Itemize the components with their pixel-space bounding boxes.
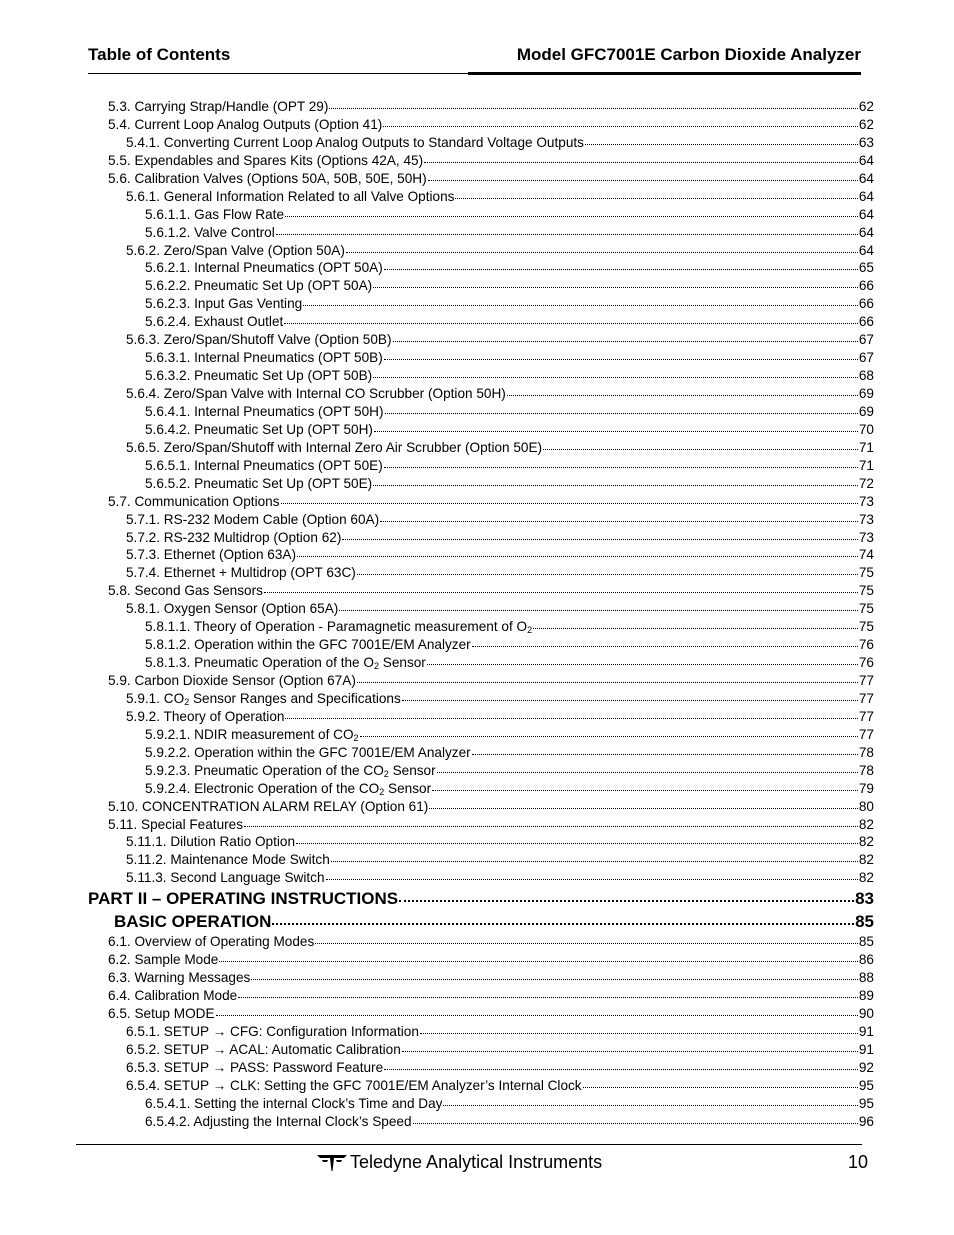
toc-entry[interactable] [88, 1059, 874, 1077]
teledyne-logo-icon [316, 1152, 348, 1172]
toc-entry[interactable] [88, 618, 874, 636]
toc-dot-leader [329, 108, 858, 109]
toc-entry-label: 5.8.1.1. Theory of Operation - Paramagnetic measurement of $O_2$ [145, 619, 533, 636]
toc-dot-leader [427, 664, 858, 665]
toc-dot-leader [272, 923, 854, 925]
toc-page-number: 64 [858, 170, 874, 186]
toc-entry-label: 5.3. Carrying Strap/Handle (OPT 29) [108, 99, 329, 114]
toc-page-number: 69 [858, 386, 874, 401]
toc-entry-label: 5.7.1. RS-232 Modem Cable (Option 60A) [126, 511, 380, 527]
toc-entry-label: 5.9.2.4. Electronic Operation of the $CO_2$ Sensor [145, 780, 432, 797]
toc-dot-leader [420, 1033, 858, 1034]
toc-entry[interactable] [88, 421, 874, 439]
toc-dot-leader [216, 1015, 858, 1016]
toc-entry-label: BASIC OPERATION [114, 912, 272, 932]
toc-page-number: 66 [858, 314, 874, 330]
toc-page-number: 67 [858, 332, 874, 348]
toc-dot-leader [331, 861, 858, 862]
toc-entry-label: 5.9. Carbon Dioxide Sensor (Option 67A) [108, 673, 356, 688]
toc-entry[interactable] [88, 951, 874, 969]
toc-entry-label: 5.7.2. RS-232 Multidrop (Option 62) [126, 529, 342, 545]
toc-dot-leader [342, 539, 858, 540]
toc-entry[interactable] [88, 349, 874, 367]
toc-entry[interactable] [88, 403, 874, 421]
toc-entry-label: 6.3. Warning Messages [108, 970, 251, 986]
toc-dot-leader [357, 682, 858, 683]
toc-dot-leader [424, 162, 858, 163]
toc-entry-label: 5.9.2.3. Pneumatic Operation of the $CO_2$ Sensor [145, 762, 436, 779]
toc-page-number: 82 [858, 834, 874, 850]
toc-page-number: 86 [858, 952, 874, 968]
toc-entry[interactable] [88, 259, 874, 277]
toc-entry-label: 5.8.1.3. Pneumatic Operation of the $O_2$ Sensor [145, 655, 426, 672]
toc-entry-label: 6.4. Calibration Mode [108, 988, 238, 1004]
toc-entry[interactable] [88, 600, 874, 618]
toc-dot-leader [315, 943, 858, 944]
toc-entry[interactable] [88, 1113, 874, 1131]
toc-entry[interactable] [88, 933, 874, 951]
toc-entry[interactable] [88, 367, 874, 385]
toc-dot-leader [443, 1105, 857, 1106]
toc-entry-label: 5.4.1. Converting Current Loop Analog Outputs to Standard Voltage Outputs [126, 134, 584, 150]
toc-dot-leader [428, 180, 858, 181]
toc-entry-label: 6.5. Setup MODE [108, 1006, 215, 1021]
toc-dot-leader [413, 1123, 858, 1124]
toc-dot-leader [326, 879, 858, 880]
toc-page-number: 76 [858, 655, 874, 671]
toc-entry[interactable] [88, 511, 874, 529]
toc-entry-label: 5.11.1. Dilution Ratio Option [126, 834, 296, 850]
toc-entry-label: 5.6.2.4. Exhaust Outlet [145, 314, 284, 330]
toc-dot-leader [472, 754, 858, 755]
toc-entry[interactable] [88, 546, 874, 564]
toc-page-number: 73 [858, 511, 874, 527]
toc-dot-leader [399, 900, 854, 902]
toc-page-number: 78 [858, 744, 874, 760]
toc-entry-label: 5.6.5.2. Pneumatic Set Up (OPT 50E) [145, 475, 373, 491]
toc-entry[interactable] [88, 654, 874, 672]
toc-part-heading[interactable] [88, 887, 874, 910]
toc-entry[interactable] [88, 1095, 874, 1113]
toc-dot-leader [297, 556, 858, 557]
page-header [88, 44, 861, 66]
toc-dot-leader [284, 323, 858, 324]
page-footer [316, 1150, 602, 1174]
toc-entry-label: 5.5. Expendables and Spares Kits (Options 42A, 45) [108, 152, 424, 168]
toc-entry[interactable] [88, 385, 874, 403]
toc-dot-leader [384, 359, 858, 360]
toc-dot-leader [437, 772, 858, 773]
toc-entry-label: 6.5.3. SETUP → PASS: Password Feature [126, 1059, 384, 1075]
toc-entry-label: 5.4. Current Loop Analog Outputs (Option 41) [108, 116, 383, 132]
toc-page-number: 62 [858, 99, 874, 114]
toc-page-number: 75 [858, 601, 874, 617]
toc-page-number: 68 [858, 368, 874, 384]
toc-dot-leader [543, 449, 858, 450]
toc-entry-label: 6.1. Overview of Operating Modes [108, 934, 315, 950]
header-section-title: Table of Contents [88, 45, 231, 64]
page-number: 10 [847, 1152, 868, 1172]
toc-entry[interactable] [88, 152, 874, 170]
toc-dot-leader [357, 574, 858, 575]
toc-entry[interactable] [88, 170, 874, 188]
toc-entry[interactable] [88, 188, 874, 206]
toc-page-number: 71 [858, 439, 874, 455]
header-document-title: Model GFC7001E Carbon Dioxide Analyzer [516, 45, 861, 64]
toc-dot-leader [346, 252, 858, 253]
toc-entry-label: 5.6.1.1. Gas Flow Rate [145, 206, 285, 222]
toc-dot-leader [384, 467, 858, 468]
toc-page-number: 95 [858, 1077, 874, 1093]
toc-dot-leader [384, 1069, 858, 1070]
toc-dot-leader [472, 646, 858, 647]
toc-entry-label: 5.6. Calibration Valves (Options 50A, 50B, 50E, 50H) [108, 170, 427, 186]
toc-entry-label: 5.6.4.2. Pneumatic Set Up (OPT 50H) [145, 421, 373, 437]
toc-entry[interactable] [88, 1023, 874, 1041]
table-of-contents [88, 98, 874, 1131]
toc-page-number: 80 [858, 798, 874, 814]
toc-page-number: 74 [858, 547, 874, 563]
toc-entry[interactable] [88, 816, 874, 834]
toc-page-number: 91 [858, 1041, 874, 1057]
toc-entry[interactable] [88, 708, 874, 726]
toc-entry[interactable] [88, 224, 874, 242]
toc-page-number: 95 [858, 1095, 874, 1111]
toc-entry-label: 5.11. Special Features [108, 816, 244, 832]
toc-entry-label: 6.5.2. SETUP → ACAL: Automatic Calibration [126, 1041, 401, 1057]
toc-page-number: 82 [858, 852, 874, 868]
toc-dot-leader [303, 305, 858, 306]
toc-entry[interactable] [88, 762, 874, 780]
toc-page-number: 89 [858, 988, 874, 1004]
toc-page-number: 88 [858, 970, 874, 986]
toc-entry[interactable] [88, 1005, 874, 1023]
toc-dot-leader [244, 826, 858, 827]
toc-dot-leader [264, 592, 858, 593]
toc-entry-label: 6.2. Sample Mode [108, 952, 219, 968]
toc-entry[interactable] [88, 475, 874, 493]
toc-entry-label: 5.6.4. Zero/Span Valve with Internal CO Scrubber (Option 50H) [126, 386, 506, 401]
toc-dot-leader [281, 503, 858, 504]
toc-dot-leader [385, 413, 858, 414]
toc-entry-label: 5.9.2. Theory of Operation [126, 708, 285, 724]
toc-entry[interactable] [88, 582, 874, 600]
toc-entry[interactable] [88, 851, 874, 869]
toc-page-number: 77 [858, 690, 874, 706]
toc-entry-label: 5.7. Communication Options [108, 493, 280, 509]
toc-page-number: 64 [858, 206, 874, 222]
toc-page-number: 90 [858, 1006, 874, 1021]
toc-entry[interactable] [88, 313, 874, 331]
toc-entry[interactable] [88, 295, 874, 313]
toc-dot-leader [384, 269, 858, 270]
toc-entry-label: 5.6.5. Zero/Span/Shutoff with Internal Zero Air Scrubber (Option 50E) [126, 439, 543, 455]
toc-dot-leader [374, 431, 858, 432]
toc-dot-leader [373, 287, 858, 288]
toc-entry-label: 5.6.2.1. Internal Pneumatics (OPT 50A) [145, 260, 383, 276]
toc-page-number: 85 [858, 934, 874, 950]
toc-entry[interactable] [88, 493, 874, 511]
toc-entry[interactable] [88, 457, 874, 475]
toc-dot-leader [285, 216, 858, 217]
toc-entry[interactable] [88, 564, 874, 582]
toc-dot-leader [373, 377, 858, 378]
toc-entry-label: 5.6.3. Zero/Span/Shutoff Valve (Option 50B) [126, 332, 392, 348]
toc-dot-leader [238, 997, 858, 998]
toc-page-number: 91 [858, 1023, 874, 1039]
toc-page-number: 66 [858, 296, 874, 312]
toc-entry[interactable] [88, 636, 874, 654]
toc-dot-leader [507, 395, 858, 396]
toc-dot-leader [339, 610, 858, 611]
toc-entry[interactable] [88, 690, 874, 708]
toc-page-number: 72 [858, 475, 874, 491]
toc-dot-leader [219, 961, 858, 962]
toc-entry-label: PART II – OPERATING INSTRUCTIONS [88, 889, 399, 909]
toc-entry-label: 6.5.4. SETUP → CLK: Setting the GFC 7001E/EM Analyzer’s Internal Clock [126, 1077, 582, 1093]
toc-page-number: 64 [858, 188, 874, 204]
toc-page-number: 64 [858, 224, 874, 240]
toc-entry-label: 5.7.3. Ethernet (Option 63A) [126, 547, 297, 563]
toc-entry[interactable] [88, 331, 874, 349]
toc-entry[interactable] [88, 833, 874, 851]
toc-entry-label: 5.9.1. $CO_2$ Sensor Ranges and Specifications [126, 690, 401, 707]
header-rule-thin [88, 73, 468, 74]
toc-dot-leader [393, 341, 858, 342]
toc-page-number: 79 [858, 780, 874, 796]
toc-page-number: 75 [858, 619, 874, 635]
toc-entry-label: 6.5.4.2. Adjusting the Internal Clock’s Speed [145, 1113, 412, 1129]
toc-entry-label: 5.7.4. Ethernet + Multidrop (OPT 63C) [126, 565, 356, 581]
toc-page-number: 65 [858, 260, 874, 276]
toc-dot-leader [380, 521, 858, 522]
toc-entry-label: 5.11.3. Second Language Switch [126, 870, 325, 886]
toc-dot-leader [402, 1051, 858, 1052]
toc-page-number: 64 [858, 242, 874, 258]
toc-dot-leader [360, 736, 858, 737]
toc-entry[interactable] [88, 672, 874, 690]
toc-dot-leader [429, 808, 858, 809]
toc-entry[interactable] [88, 277, 874, 295]
toc-entry[interactable] [88, 1077, 874, 1095]
toc-entry[interactable] [88, 1041, 874, 1059]
toc-entry-label: 5.8.1. Oxygen Sensor (Option 65A) [126, 601, 339, 617]
toc-dot-leader [432, 790, 858, 791]
toc-entry-label: 5.6.3.1. Internal Pneumatics (OPT 50B) [145, 350, 383, 366]
toc-page-number: 64 [858, 152, 874, 168]
toc-entry-label: 5.6.2.2. Pneumatic Set Up (OPT 50A) [145, 278, 373, 294]
toc-entry[interactable] [88, 969, 874, 987]
toc-dot-leader [585, 144, 858, 145]
toc-entry[interactable] [88, 134, 874, 152]
toc-page-number: 83 [855, 889, 874, 909]
toc-entry-label: 5.8. Second Gas Sensors [108, 583, 263, 599]
toc-page-number: 77 [858, 726, 874, 742]
toc-entry[interactable] [88, 98, 874, 116]
toc-entry-label: 5.9.2.2. Operation within the GFC 7001E/EM Analyzer [145, 744, 471, 760]
toc-entry-label: 5.9.2.1. NDIR measurement of $CO_2$ [145, 726, 359, 743]
toc-dot-leader [285, 718, 857, 719]
toc-entry[interactable] [88, 987, 874, 1005]
toc-page-number: 63 [858, 134, 874, 150]
toc-entry-label: 5.8.1.2. Operation within the GFC 7001E/EM Analyzer [145, 637, 471, 653]
toc-entry[interactable] [88, 726, 874, 744]
toc-page-number: 69 [858, 403, 874, 419]
toc-page-number: 71 [858, 457, 874, 473]
toc-dot-leader [455, 198, 857, 199]
footer-rule [76, 1144, 862, 1145]
toc-page-number: 67 [858, 350, 874, 366]
toc-dot-leader [402, 700, 858, 701]
toc-entry-label: 5.6.5.1. Internal Pneumatics (OPT 50E) [145, 457, 383, 473]
toc-page-number: 76 [858, 637, 874, 653]
toc-page-number: 92 [858, 1059, 874, 1075]
toc-page-number: 96 [858, 1113, 874, 1129]
toc-page-number: 77 [858, 673, 874, 688]
toc-dot-leader [383, 126, 858, 127]
toc-page-number: 73 [858, 529, 874, 545]
toc-dot-leader [251, 979, 858, 980]
toc-page-number: 73 [858, 493, 874, 509]
header-rule-thick [468, 72, 861, 75]
toc-page-number: 82 [858, 870, 874, 886]
toc-entry-label: 5.6.2. Zero/Span Valve (Option 50A) [126, 242, 345, 258]
toc-entry-label: 5.6.3.2. Pneumatic Set Up (OPT 50B) [145, 368, 373, 384]
toc-entry-label: 5.11.2. Maintenance Mode Switch [126, 852, 330, 868]
toc-page-number: 62 [858, 116, 874, 132]
toc-page-number: 77 [858, 708, 874, 724]
footer-company-name: Teledyne Analytical Instruments [350, 1151, 603, 1172]
toc-entry[interactable] [88, 780, 874, 798]
toc-entry[interactable] [88, 744, 874, 762]
toc-entry[interactable] [88, 869, 874, 887]
toc-entry-label: 5.6.4.1. Internal Pneumatics (OPT 50H) [145, 403, 384, 419]
toc-page-number: 75 [858, 583, 874, 599]
toc-entry[interactable] [88, 206, 874, 224]
toc-page-number: 82 [858, 816, 874, 832]
toc-page-number: 66 [858, 278, 874, 294]
toc-page-number: 85 [855, 912, 874, 932]
toc-entry[interactable] [88, 116, 874, 134]
toc-entry-label: 5.6.1. General Information Related to all Valve Options [126, 188, 455, 204]
toc-dot-leader [276, 234, 858, 235]
toc-entry-label: 6.5.1. SETUP → CFG: Configuration Information [126, 1023, 419, 1039]
toc-page-number: 75 [858, 565, 874, 581]
toc-entry-label: 5.6.2.3. Input Gas Venting [145, 296, 303, 312]
toc-entry-label: 5.6.1.2. Valve Control [145, 224, 275, 240]
toc-entry[interactable] [88, 529, 874, 547]
toc-entry[interactable] [88, 798, 874, 816]
toc-dot-leader [533, 628, 858, 629]
toc-dot-leader [583, 1087, 858, 1088]
toc-entry-label: 6.5.4.1. Setting the internal Clock’s Time and Day [145, 1095, 443, 1111]
toc-entry[interactable] [88, 439, 874, 457]
toc-entry-label: 5.10. CONCENTRATION ALARM RELAY (Option 61) [108, 798, 429, 814]
toc-page-number: 78 [858, 762, 874, 778]
toc-dot-leader [296, 843, 858, 844]
toc-dot-leader [373, 485, 858, 486]
toc-part-heading[interactable] [88, 910, 874, 933]
toc-page-number: 70 [858, 421, 874, 437]
toc-entry[interactable] [88, 242, 874, 260]
